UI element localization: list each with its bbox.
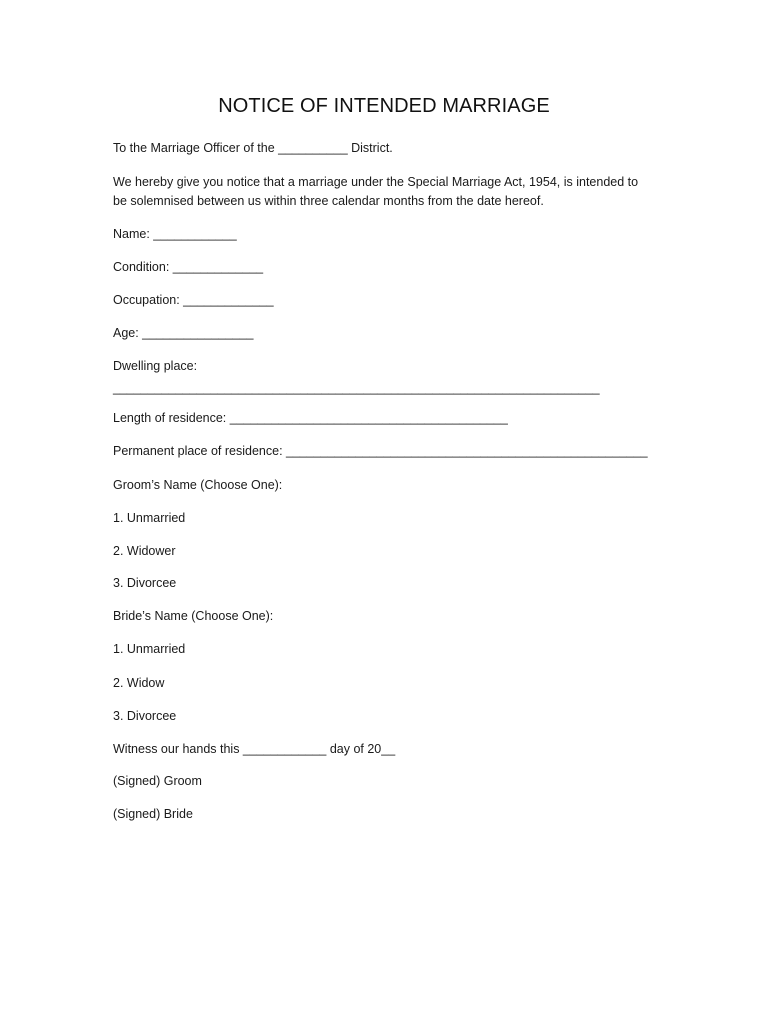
- document-title: NOTICE OF INTENDED MARRIAGE: [218, 95, 550, 117]
- bride-option-2: 2. Widow: [113, 676, 165, 690]
- permanent-residence-field: Permanent place of residence: ____________________________________________________: [113, 444, 648, 458]
- age-field: Age: ________________: [113, 326, 254, 340]
- bride-option-1: 1. Unmarried: [113, 642, 186, 656]
- signed-bride: (Signed) Bride: [113, 807, 193, 821]
- addressee-line: To the Marriage Officer of the __________ District.: [113, 141, 393, 155]
- condition-field: Condition: _____________: [113, 260, 264, 274]
- occupation-field: Occupation: _____________: [113, 293, 274, 307]
- groom-option-3: 3. Divorcee: [113, 576, 177, 590]
- bride-option-3: 3. Divorcee: [113, 709, 177, 723]
- bride-name-heading: Bride’s Name (Choose One):: [113, 609, 274, 623]
- signed-groom: (Signed) Groom: [113, 774, 202, 788]
- groom-option-1: 1. Unmarried: [113, 511, 186, 525]
- dwelling-place-blank: ______________________________________________________________________: [113, 381, 600, 395]
- name-field: Name: ____________: [113, 227, 237, 241]
- groom-option-2: 2. Widower: [113, 544, 176, 558]
- witness-line: Witness our hands this ____________ day of 20__: [113, 742, 396, 756]
- length-of-residence-field: Length of residence: ________________________________________: [113, 411, 508, 425]
- notice-line-2: be solemnised between us within three calendar months from the date hereof.: [113, 194, 544, 208]
- groom-name-heading: Groom’s Name (Choose One):: [113, 478, 283, 492]
- dwelling-place-label: Dwelling place:: [113, 359, 198, 373]
- notice-line-1: We hereby give you notice that a marriage under the Special Marriage Act, 1954, is intended to: [113, 175, 639, 189]
